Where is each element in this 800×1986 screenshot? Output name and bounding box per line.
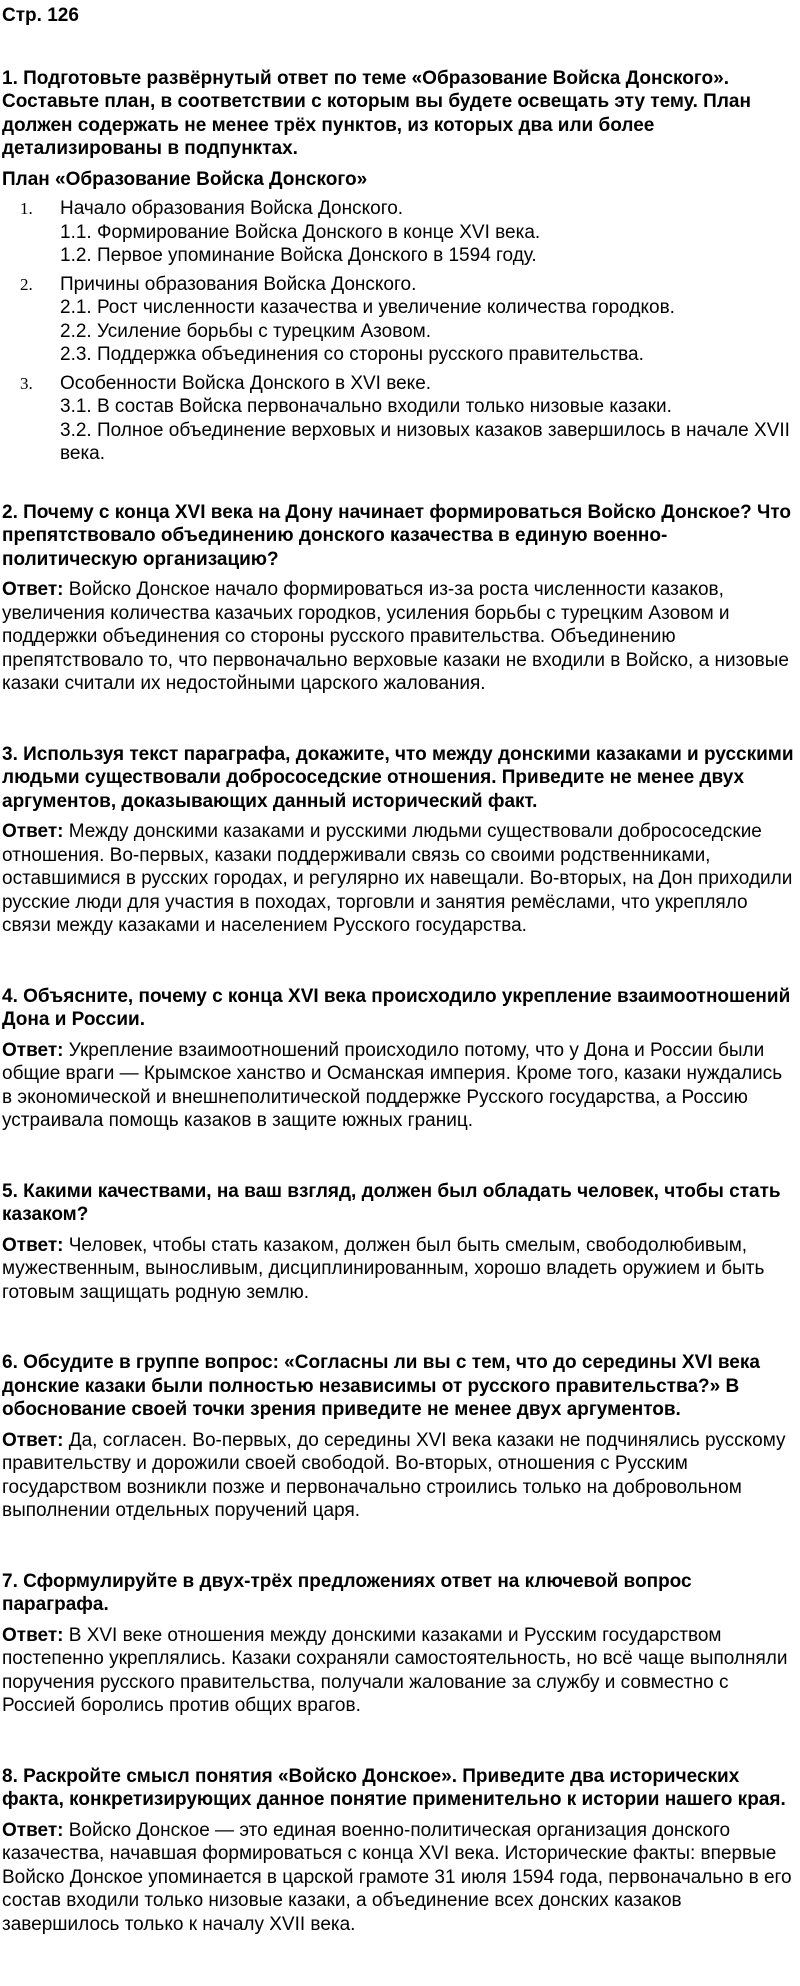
- answer-4: [2, 1039, 794, 1133]
- plan-item-label: Начало образования Войска Донского.: [60, 198, 404, 219]
- plan-subitem: 3.2. Полное объединение верховых и низовых казаков завершилось в начале XVII века.: [60, 419, 790, 464]
- plan-subitem: 2.2. Усиление борьбы с турецким Азовом.: [60, 320, 432, 342]
- question-8: 8. Раскройте смысл понятия «Войско Донское». Приведите два исторических факта, конкретизирующих данное понятие применительно к истории нашего края.: [2, 1765, 786, 1810]
- answer-3: [2, 820, 794, 938]
- plan-title: План «Образование Войска Донского»: [2, 168, 368, 190]
- plan-item-1: [2, 197, 794, 268]
- answer-label: Ответ:: [2, 1429, 69, 1451]
- question-3: 3. Используя текст параграфа, докажите, что между донскими казаками и русскими людьми существовали добрососедские отношения. Приведите не менее двух аргументов, доказывающих данный исторический факт.: [2, 743, 794, 812]
- answer-label: Ответ:: [2, 1624, 69, 1646]
- answer-8: [2, 1819, 794, 1937]
- question-6: 6. Обсудите в группе вопрос: «Согласны ли вы с тем, что до середины XVI века донские казаки были полностью независимы от русского правительства?» В обоснование своей точки зрения приведите не менее двух аргументов.: [2, 1352, 760, 1420]
- answer-text: Войско Донское начало формироваться из-за роста численности казаков, увеличения количества казачьих городков, усиления борьбы с турецким Азовом и поддержки объединения со стороны русского правительства. Объединению препятствовало то, что первоначально верховые казаки не входили в Войско, а низовые казаки считали их недостойными царского жалования.: [2, 579, 789, 694]
- plan-subitem: 1.2. Первое упоминание Войска Донского в 1594 году.: [60, 245, 537, 266]
- question-4: 4. Объясните, почему с конца XVI века происходило укрепление взаимоотношений Дона и России.: [2, 985, 791, 1030]
- answer-2: [2, 578, 794, 696]
- plan-item-3: [2, 372, 794, 466]
- answer-label: Ответ:: [2, 1234, 69, 1256]
- plan-item-number: 2.: [20, 274, 33, 294]
- answer-label: Ответ:: [2, 579, 69, 600]
- answer-label: Ответ:: [2, 1819, 69, 1841]
- question-7: 7. Сформулируйте в двух-трёх предложениях ответ на ключевой вопрос параграфа.: [2, 1570, 692, 1615]
- page-number: Стр. 126: [2, 5, 79, 26]
- answer-label: Ответ:: [2, 821, 69, 842]
- answer-text: Войско Донское — это единая военно-политическая организация донского казачества, начавшая формироваться с конца XVI века. Исторические факты: впервые Войско Донское упоминается в царской грамоте 31 июля 1594 года, первоначально в его состав входили только низовые казаки, а объединение всех донских казаков завершилось только к началу XVII века.: [2, 1819, 792, 1935]
- answer-text: В XVI веке отношения между донскими казаками и Русским государством постепенно укреплялись. Казаки сохраняли самостоятельность, но всё чаще выполняли поручения русского правительства, получали жалование за службу и совместно с Россией боролись против общих врагов.: [2, 1624, 788, 1716]
- answer-5: [2, 1234, 794, 1305]
- question-5: 5. Какими качествами, на ваш взгляд, должен был обладать человек, чтобы стать казаком?: [2, 1180, 781, 1225]
- plan-subitem: 3.1. В состав Войска первоначально входили только низовые казаки.: [60, 396, 672, 417]
- answer-text: Человек, чтобы стать казаком, должен был быть смелым, свободолюбивым, мужественным, выносливым, дисциплинированным, хорошо владеть оружием и быть готовым защищать родную землю.: [2, 1234, 765, 1303]
- plan-item-label: Причины образования Войска Донского.: [60, 273, 417, 295]
- plan-item-2: [2, 273, 794, 367]
- plan-item-number: 3.: [20, 373, 33, 393]
- answer-label: Ответ:: [2, 1039, 69, 1061]
- answer-text: Да, согласен. Во-первых, до середины XVI века казаки не подчинялись русскому правительству и дорожили своей свободой. Во-вторых, отношения с Русским государством возникли позже и первоначально строились только на добровольном выполнении отдельных поручений царя.: [2, 1429, 786, 1521]
- plan-item-number: 1.: [20, 199, 33, 218]
- question-2: 2. Почему с конца XVI века на Дону начинает формироваться Войско Донское? Что препятствовало объединению донского казачества в единую военно-политическую организацию?: [2, 501, 792, 570]
- answer-text: Укрепление взаимоотношений происходило потому, что у Дона и России были общие враги — Крымское ханство и Османская империя. Кроме того, казаки нуждались в экономической и внешнеполитической поддержке Русского государства, а Россию устраивала помощь казаков в защите южных границ.: [2, 1039, 783, 1131]
- plan-list: [2, 197, 794, 466]
- plan-subitem: 1.1. Формирование Войска Донского в конце XVI века.: [60, 221, 541, 243]
- answer-6: [2, 1429, 794, 1523]
- plan-subitem: 2.1. Рост численности казачества и увеличение количества городков.: [60, 297, 675, 318]
- answer-7: [2, 1624, 794, 1718]
- question-1: 1. Подготовьте развёрнутый ответ по теме «Образование Войска Донского». Составьте план, в соответствии с которым вы будете освещать эту тему. План должен содержать не менее трёх пунктов, из которых два или более детализированы в подпунктах.: [2, 67, 751, 159]
- plan-subitem: 2.3. Поддержка объединения со стороны русского правительства.: [60, 344, 644, 365]
- plan-item-label: Особенности Войска Донского в XVI веке.: [60, 372, 432, 394]
- answer-text: Между донскими казаками и русскими людьми существовали добрососедские отношения. Во-первых, казаки поддерживали связь со своими родственниками, оставшимися в русских городах, и регулярно их навещали. Во-вторых, на Дон приходили русские люди для участия в походах, торговли и занятия ремёслами, что укрепляло связи между казаками и населением Русского государства.: [2, 821, 793, 936]
